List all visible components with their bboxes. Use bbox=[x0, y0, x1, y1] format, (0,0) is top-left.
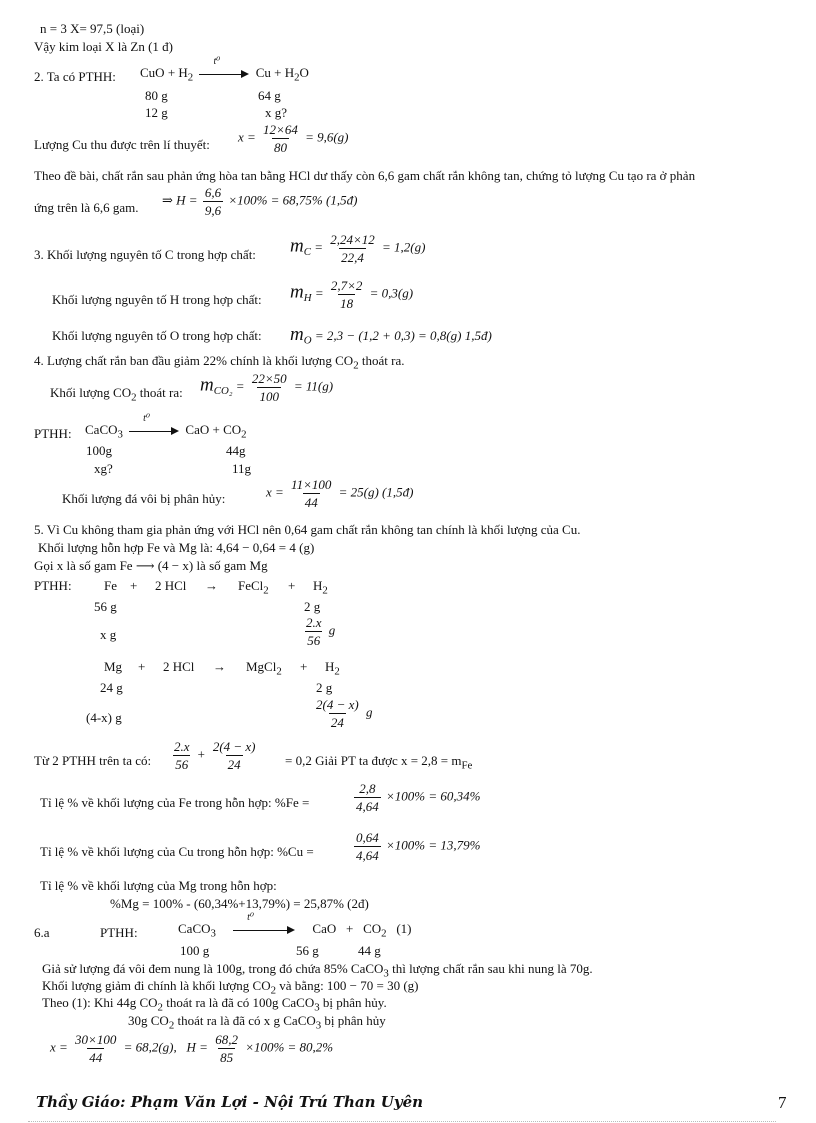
fraction-denominator: 44 bbox=[89, 1050, 103, 1065]
s3-o-label: Khối lượng nguyên tố O trong hợp chất: bbox=[52, 328, 262, 343]
s5-mg-row2-frac: $\frac{2(4 - x)}{24}$ g bbox=[316, 697, 373, 730]
arrow-label: t⁰ bbox=[143, 413, 150, 425]
s4-intro: 4. Lượng chất rắn ban đầu giảm 22% chính là khối lượng $CO_2$ thoát ra. bbox=[34, 353, 405, 372]
s4-co2-formula: $m_{CO_2}$ = $\frac{22\times 50}{100}$ = 11(g) bbox=[200, 371, 334, 404]
s4-decomp-label: Khối lượng đá vôi bị phân hủy: bbox=[62, 491, 226, 506]
eq-h2o-sub: 2 bbox=[294, 71, 300, 84]
fraction-numerator: 12×64 bbox=[263, 122, 298, 137]
s5-call: Gọi x là số gam Fe ⟶ (4 − x) là số gam Mg bbox=[34, 558, 268, 573]
s5-fe-a: Fe bbox=[104, 578, 117, 593]
s4-co2-label: Khối lượng $CO_2$ thoát ra: bbox=[50, 385, 183, 404]
fraction-denominator: 9,6 bbox=[204, 203, 222, 218]
fraction-numerator: 68,2 bbox=[215, 1032, 238, 1047]
s5-mg-percent-calc: %Mg = 100% - (60,34%+13,79%) = 25,87% (2đ) bbox=[110, 896, 369, 911]
fraction-numerator: 11×100 bbox=[291, 477, 332, 492]
s6-equation: CaCO$_3$ t⁰ CaO + $CO_2$ (1) bbox=[178, 912, 412, 940]
s6-label: 6.a bbox=[34, 925, 50, 940]
s4-decomp-formula: x = $\frac{11\times 100}{44}$ = 25(g) (1,5đ) bbox=[266, 477, 414, 510]
s5-mg-percent-label: Tỉ lệ % về khối lượng của Mg trong hỗn hợp: bbox=[40, 878, 277, 893]
fraction-denominator: 56 bbox=[307, 633, 321, 648]
s5-intro: 5. Vì Cu không tham gia phản ứng với HCl nên 0,64 gam chất rắn không tan chính là khối lượng của Cu. bbox=[34, 522, 581, 537]
s4-row2-a: xg? bbox=[94, 461, 113, 476]
page-number: 7 bbox=[778, 1093, 787, 1112]
fraction-denominator: 100 bbox=[259, 389, 279, 404]
s5-mg-row1-a: 24 g bbox=[100, 680, 123, 695]
s6-pthh-label: PTHH: bbox=[100, 925, 138, 940]
s5-from-label: Từ 2 PTHH trên ta có: bbox=[34, 753, 152, 768]
s4-pthh-label: PTHH: bbox=[34, 426, 72, 441]
s5-fe-hcl: 2 HCl bbox=[155, 578, 187, 593]
s3-h-formula: $m_H$ = $\frac{2,7\times 2}{18}$ = 0,3(g) bbox=[290, 278, 414, 311]
fraction-numerator: 6,6 bbox=[204, 185, 222, 200]
fraction-denominator: 4,64 bbox=[356, 848, 379, 863]
s5-fe-percent-label: Tỉ lệ % về khối lượng của Fe trong hỗn hợp: %Fe = bbox=[40, 795, 310, 810]
fraction-denominator: 56 bbox=[175, 757, 189, 772]
s2-row2-a: 12 g bbox=[145, 105, 168, 120]
s2-theory-formula: x = $\frac{12\times 64}{80}$ = 9,6(g) bbox=[238, 122, 349, 155]
fraction-numerator: 0,64 bbox=[356, 830, 379, 845]
s5-mg-arrow: → bbox=[213, 659, 226, 674]
s3-o-formula: $m_O = 2,3 - (1,2 + 0,3) = 0,8(g)$ 1,5đ) bbox=[290, 324, 492, 347]
s6-final-formula: x = $\frac{30\times 100}{44}$ = 68,2(g), H = $\frac{68,2}{85}$ ×100% = 80,2% bbox=[50, 1032, 334, 1065]
s3-c-formula: $m_C$ = $\frac{2,24\times 12}{22,4}$ = 1,2(g) bbox=[290, 232, 426, 265]
s3-h-label: Khối lượng nguyên tố H trong hợp chất: bbox=[52, 292, 262, 307]
s5-fe-h2: $H_2$ bbox=[313, 578, 328, 597]
fraction-numerator: 22×50 bbox=[251, 371, 287, 386]
arrow-label: t⁰ bbox=[213, 56, 221, 68]
line-conclusion-zn: Vậy kim loại X là Zn (1 đ) bbox=[34, 39, 173, 54]
s5-mg-a: Mg bbox=[104, 659, 123, 674]
s2-theory-label: Lượng Cu thu được trên lí thuyết: bbox=[34, 137, 210, 152]
fraction-numerator: 2,8 bbox=[359, 781, 376, 796]
s2-row1-a: 80 g bbox=[145, 88, 168, 103]
eq-cu: Cu bbox=[255, 65, 271, 80]
eq-h2-sub: 2 bbox=[187, 71, 194, 84]
s5-mg-row1-b: 2 g bbox=[316, 680, 333, 695]
s5-equation-system: $\frac{2.x}{56}$ + $\frac{2(4 - x)}{24}$ bbox=[174, 739, 256, 772]
s6-theo1: Theo (1): Khi 44g $CO_2$ thoát ra là đã có 100g CaCO$_3$ bị phân hủy. bbox=[42, 995, 387, 1014]
fraction-numerator: 2,7×2 bbox=[330, 278, 363, 293]
s2-para1: Theo đề bài, chất rắn sau phản ứng hòa tan bằng HCl dư thấy còn 6,6 gam chất rắn không tan, chứng tỏ lượng Cu tạo ra ở phản bbox=[34, 168, 696, 183]
fraction-denominator: 85 bbox=[220, 1050, 234, 1065]
eq-plus: + bbox=[167, 65, 176, 80]
s6-row-b: 56 g bbox=[296, 943, 319, 958]
s5-mg-h2: $H_2$ bbox=[325, 659, 340, 678]
eq-h2: H bbox=[178, 65, 188, 80]
s6-row-a: 100 g bbox=[180, 943, 210, 958]
s5-mg-plus1: + bbox=[138, 659, 146, 674]
s5-mix: Khối lượng hỗn hợp Fe và Mg là: 4,64 − 0,64 = 4 (g) bbox=[38, 540, 315, 555]
s6-row-c: 44 g bbox=[358, 943, 381, 958]
fraction-numerator: 2,24×12 bbox=[330, 232, 375, 247]
fraction-denominator: 24 bbox=[330, 715, 344, 730]
s2-row1-b: 64 g bbox=[258, 88, 281, 103]
s4-row1-b: 44g bbox=[226, 443, 246, 458]
eq-cuo: CuO bbox=[140, 65, 165, 80]
s5-solve: = 0,2 Giải PT ta được $x = 2,8 = m_{Fe}$ bbox=[285, 753, 473, 772]
fraction-denominator: 4,64 bbox=[356, 799, 379, 814]
footer-author: Thầy Giáo: Phạm Văn Lợi - Nội Trú Than Uyên bbox=[36, 1093, 424, 1111]
arrow-label: t⁰ bbox=[247, 912, 254, 924]
fraction-denominator: 24 bbox=[227, 757, 241, 772]
s5-fe-row1-a: 56 g bbox=[94, 599, 117, 614]
eq-h2o: H bbox=[284, 65, 295, 80]
s5-fe-plus2: + bbox=[288, 578, 296, 593]
fraction-numerator: 2(4 − x) bbox=[212, 739, 256, 754]
s5-fe-percent-formula: $\frac{2,8}{4,64}$ ×100% = 60,34% bbox=[356, 781, 481, 814]
s5-fe-row2-a: x g bbox=[100, 627, 117, 642]
fraction-numerator: 2.x bbox=[174, 739, 190, 754]
s5-cu-percent-formula: $\frac{0,64}{4,64}$ ×100% = 13,79% bbox=[356, 830, 481, 863]
fraction-numerator: 2(4 − x) bbox=[316, 697, 359, 712]
s5-mg-mgcl2: MgCl$_2$ bbox=[246, 659, 282, 678]
s5-fe-row1-b: 2 g bbox=[304, 599, 321, 614]
fraction-denominator: 22,4 bbox=[341, 250, 364, 265]
footer-divider bbox=[28, 1121, 776, 1122]
s5-mg-hcl: 2 HCl bbox=[163, 659, 195, 674]
reaction-arrow bbox=[199, 56, 249, 80]
s5-fe-row2-frac: $\frac{2.x}{56}$ g bbox=[306, 615, 336, 648]
s4-equation: CaCO$_3$ t⁰ CaO + $CO_2$ bbox=[85, 413, 247, 441]
s6-loss: Khối lượng giảm đi chính là khối lượng $CO_2$ và bằng: 100 − 70 = 30 (g) bbox=[42, 978, 419, 997]
fraction-denominator: 44 bbox=[304, 495, 318, 510]
s5-pthh-label: PTHH: bbox=[34, 578, 72, 593]
s2-equation: CuO + $H_2$ t⁰ $Cu + H_2O$ bbox=[140, 56, 309, 84]
s5-mg-plus2: + bbox=[300, 659, 308, 674]
eq-plus: + bbox=[274, 65, 282, 80]
s5-fe-fecl2: FeCl$_2$ bbox=[238, 578, 269, 597]
s5-mg-row2-a: (4-x) g bbox=[86, 710, 122, 725]
s2-para2: ứng trên là 6,6 gam. bbox=[34, 200, 139, 215]
s2-intro: 2. Ta có PTHH: bbox=[34, 69, 116, 84]
s5-fe-plus1: + bbox=[130, 578, 138, 593]
s2-row2-b: x g? bbox=[265, 105, 288, 120]
s4-row1-a: 100g bbox=[86, 443, 112, 458]
fraction-numerator: 30×100 bbox=[75, 1032, 117, 1047]
fraction-denominator: 18 bbox=[340, 296, 354, 311]
fraction-denominator: 80 bbox=[273, 140, 287, 155]
reaction-arrow bbox=[233, 912, 295, 936]
s6-assume: Giả sử lượng đá vôi đem nung là 100g, trong đó chứa 85% CaCO$_3$ thì lượng chất rắn sau khi nung là 70g. bbox=[42, 961, 593, 980]
s2-efficiency-formula: ⇒ H = $\frac{6,6}{9,6}$ ×100% = 68,75% (1,5đ) bbox=[162, 185, 358, 218]
s5-fe-arrow: → bbox=[205, 578, 218, 593]
line-n3: n = 3 X= 97,5 (loại) bbox=[40, 21, 145, 36]
s6-theo2: 30g $CO_2$ thoát ra là đã có x g CaCO$_3$ bị phân hủy bbox=[128, 1013, 386, 1032]
reaction-arrow bbox=[129, 413, 179, 437]
fraction-numerator: 2.x bbox=[306, 615, 322, 630]
s4-row2-b: 11g bbox=[232, 461, 252, 476]
s3-c-label: 3. Khối lượng nguyên tố C trong hợp chất: bbox=[34, 247, 256, 262]
s5-cu-percent-label: Tỉ lệ % về khối lượng của Cu trong hỗn hợp: %Cu = bbox=[40, 844, 314, 859]
